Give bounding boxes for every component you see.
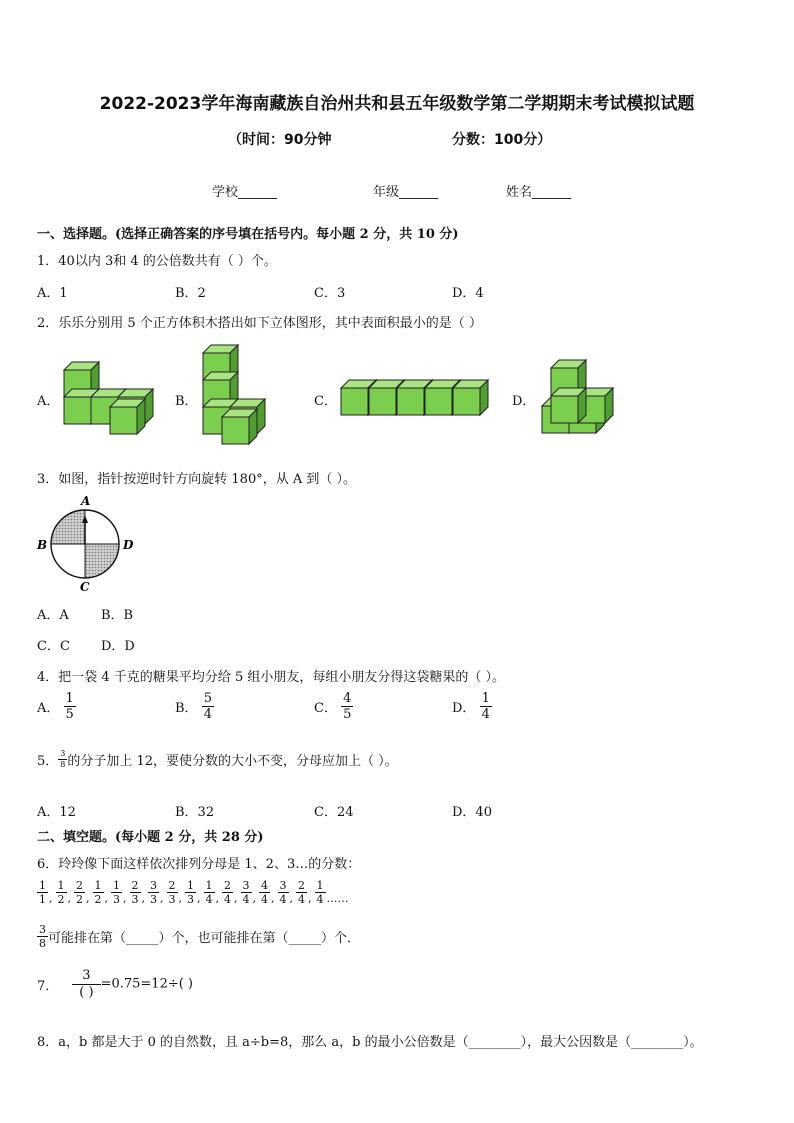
figure-d bbox=[542, 360, 613, 433]
sequence-separator: , bbox=[308, 892, 312, 905]
section-heading-choice: 一、选择题。(选择正确答案的序号填在括号内。每小题 2 分，共 10 分) bbox=[37, 227, 459, 242]
sequence-fraction: $\frac{1}{1}$ bbox=[39, 879, 46, 906]
q2-label-b[interactable]: B． bbox=[175, 394, 198, 409]
dial-label-b: B bbox=[37, 538, 48, 552]
sequence-separator: , bbox=[234, 892, 238, 905]
q2-label-a[interactable]: A． bbox=[37, 394, 60, 409]
question-7 bbox=[37, 969, 193, 999]
page-title: 2022-2023学年海南藏族自治州共和县五年级数学第二学期期末考试模拟试题 bbox=[99, 94, 695, 114]
sequence-separator: , bbox=[104, 892, 108, 905]
q1-option-c[interactable]: C．3 bbox=[314, 286, 346, 301]
grade-field[interactable]: 年级______ bbox=[373, 185, 439, 200]
exam-score: 分数：100分） bbox=[452, 132, 552, 148]
dial-label-d: D bbox=[123, 538, 134, 552]
sequence-separator: , bbox=[123, 892, 127, 905]
q4-label-b: B． bbox=[175, 701, 198, 716]
q4-label-c: C． bbox=[314, 701, 337, 716]
sequence-separator: , bbox=[49, 892, 53, 905]
question-4: 4．把一袋 4 千克的糖果平均分给 5 组小朋友，每组小朋友分得这袋糖果的（ ）。 bbox=[37, 670, 505, 685]
sequence-fraction: $\frac{1}{2}$ bbox=[57, 879, 65, 906]
q5-option-d[interactable]: D．40 bbox=[452, 805, 492, 820]
sequence-separator: , bbox=[86, 892, 90, 905]
sequence-separator: …… bbox=[326, 892, 349, 905]
q1-option-b[interactable]: B．2 bbox=[175, 286, 206, 301]
q4-fraction-b: $\frac{5}{4}$ bbox=[203, 691, 212, 722]
q2-label-c[interactable]: C． bbox=[314, 394, 337, 409]
sequence-fraction: $\frac{2}{4}$ bbox=[224, 879, 231, 906]
sequence-separator: , bbox=[160, 892, 164, 905]
q1-option-a[interactable]: A．1 bbox=[37, 286, 68, 301]
sequence-fraction: $\frac{2}{3}$ bbox=[168, 879, 176, 906]
sequence-fraction: $\frac{3}{4}$ bbox=[242, 879, 250, 906]
q5-option-b[interactable]: B．32 bbox=[175, 805, 215, 820]
q7-fraction: $\frac{3}{( )}$ bbox=[72, 969, 100, 999]
q5-fraction: $\frac{3}{8}$ bbox=[60, 749, 66, 769]
sequence-fraction: $\frac{2}{2}$ bbox=[76, 879, 83, 906]
question-2: 2．乐乐分别用 5 个正方体积木搭出如下立体图形，其中表面积最小的是（ ） bbox=[37, 316, 482, 331]
q5-option-c[interactable]: C．24 bbox=[314, 805, 354, 820]
figure-c bbox=[341, 380, 488, 415]
q4-option-c[interactable] bbox=[314, 692, 353, 721]
q2-cube-figures bbox=[0, 0, 794, 460]
q7-number: 7． bbox=[37, 978, 59, 994]
q3-option-b[interactable]: B．B bbox=[101, 608, 134, 623]
sequence-separator: , bbox=[252, 892, 256, 905]
sequence-fraction: $\frac{1}{3}$ bbox=[113, 879, 120, 906]
question-8: 8．a，b 都是大于 0 的自然数，且 a÷b=8，那么 a，b 的最小公倍数是（________），最大公因数是（________）。 bbox=[37, 1035, 703, 1050]
q5-option-a[interactable]: A．12 bbox=[37, 805, 76, 820]
sequence-fraction: $\frac{4}{4}$ bbox=[261, 879, 268, 906]
sequence-fraction: $\frac{3}{3}$ bbox=[150, 879, 157, 906]
q6-target-fraction: $\frac{3}{8}$ bbox=[39, 923, 46, 950]
q3-dial-diagram bbox=[34, 494, 144, 594]
sequence-fraction: $\frac{1}{3}$ bbox=[187, 879, 194, 906]
sequence-fraction: $\frac{1}{2}$ bbox=[94, 879, 102, 906]
q6-question-text: 可能排在第（_____）个，也可能排在第（_____）个． bbox=[48, 931, 361, 946]
sequence-fraction: $\frac{2}{3}$ bbox=[131, 879, 139, 906]
sequence-separator: , bbox=[271, 892, 275, 905]
sequence-fraction: $\frac{1}{4}$ bbox=[205, 879, 213, 906]
sequence-separator: , bbox=[141, 892, 145, 905]
q1-option-d[interactable]: D．4 bbox=[452, 286, 484, 301]
q4-label-d: D． bbox=[452, 701, 476, 716]
sequence-separator: , bbox=[178, 892, 182, 905]
q6-question-line bbox=[37, 924, 360, 949]
sequence-fraction: $\frac{2}{4}$ bbox=[298, 879, 305, 906]
sequence-separator: , bbox=[289, 892, 293, 905]
sequence-fraction: $\frac{1}{4}$ bbox=[316, 879, 324, 906]
name-field[interactable]: 姓名______ bbox=[506, 185, 572, 200]
dial-label-a: A bbox=[81, 494, 91, 508]
section-heading-fill: 二、填空题。(每小题 2 分，共 28 分) bbox=[37, 830, 264, 845]
q4-fraction-c: $\frac{4}{5}$ bbox=[343, 691, 352, 722]
q3-option-d[interactable]: D．D bbox=[101, 639, 135, 654]
sequence-fraction: $\frac{3}{4}$ bbox=[279, 879, 287, 906]
q5-text: 的分子加上 12，要使分数的大小不变，分母应加上（ ）。 bbox=[67, 754, 398, 769]
q7-equation: =0.75=12÷( ) bbox=[100, 976, 194, 992]
q4-label-a: A． bbox=[37, 701, 60, 716]
figure-b bbox=[203, 345, 265, 444]
q3-option-a[interactable]: A．A bbox=[37, 608, 69, 623]
q4-fraction-a: $\frac{1}{5}$ bbox=[65, 691, 74, 722]
sequence-separator: , bbox=[197, 892, 201, 905]
school-field[interactable]: 学校______ bbox=[212, 185, 278, 200]
question-1: 1．40以内 3和 4 的公倍数共有（ ）个。 bbox=[37, 254, 277, 269]
q4-fraction-d: $\frac{1}{4}$ bbox=[481, 691, 490, 722]
q5-number: 5． bbox=[37, 754, 59, 769]
sequence-separator: , bbox=[67, 892, 71, 905]
q4-option-a[interactable] bbox=[37, 692, 76, 721]
sequence-separator: , bbox=[215, 892, 219, 905]
q4-option-d[interactable] bbox=[452, 692, 492, 721]
exam-time: （时间：90分钟 bbox=[228, 132, 332, 148]
q6-fraction-sequence bbox=[37, 880, 352, 905]
question-6: 6．玲玲像下面这样依次排列分母是 1、2、3…的分数： bbox=[37, 857, 361, 872]
figure-a bbox=[64, 362, 153, 434]
question-3: 3．如图，指针按逆时针方向旋转 180°，从 A 到（ ）。 bbox=[37, 472, 357, 487]
q2-label-d[interactable]: D． bbox=[512, 394, 536, 409]
q3-option-c[interactable]: C．C bbox=[37, 639, 70, 654]
question-5 bbox=[37, 750, 398, 769]
q4-option-b[interactable] bbox=[175, 692, 214, 721]
dial-label-c: C bbox=[80, 580, 90, 594]
